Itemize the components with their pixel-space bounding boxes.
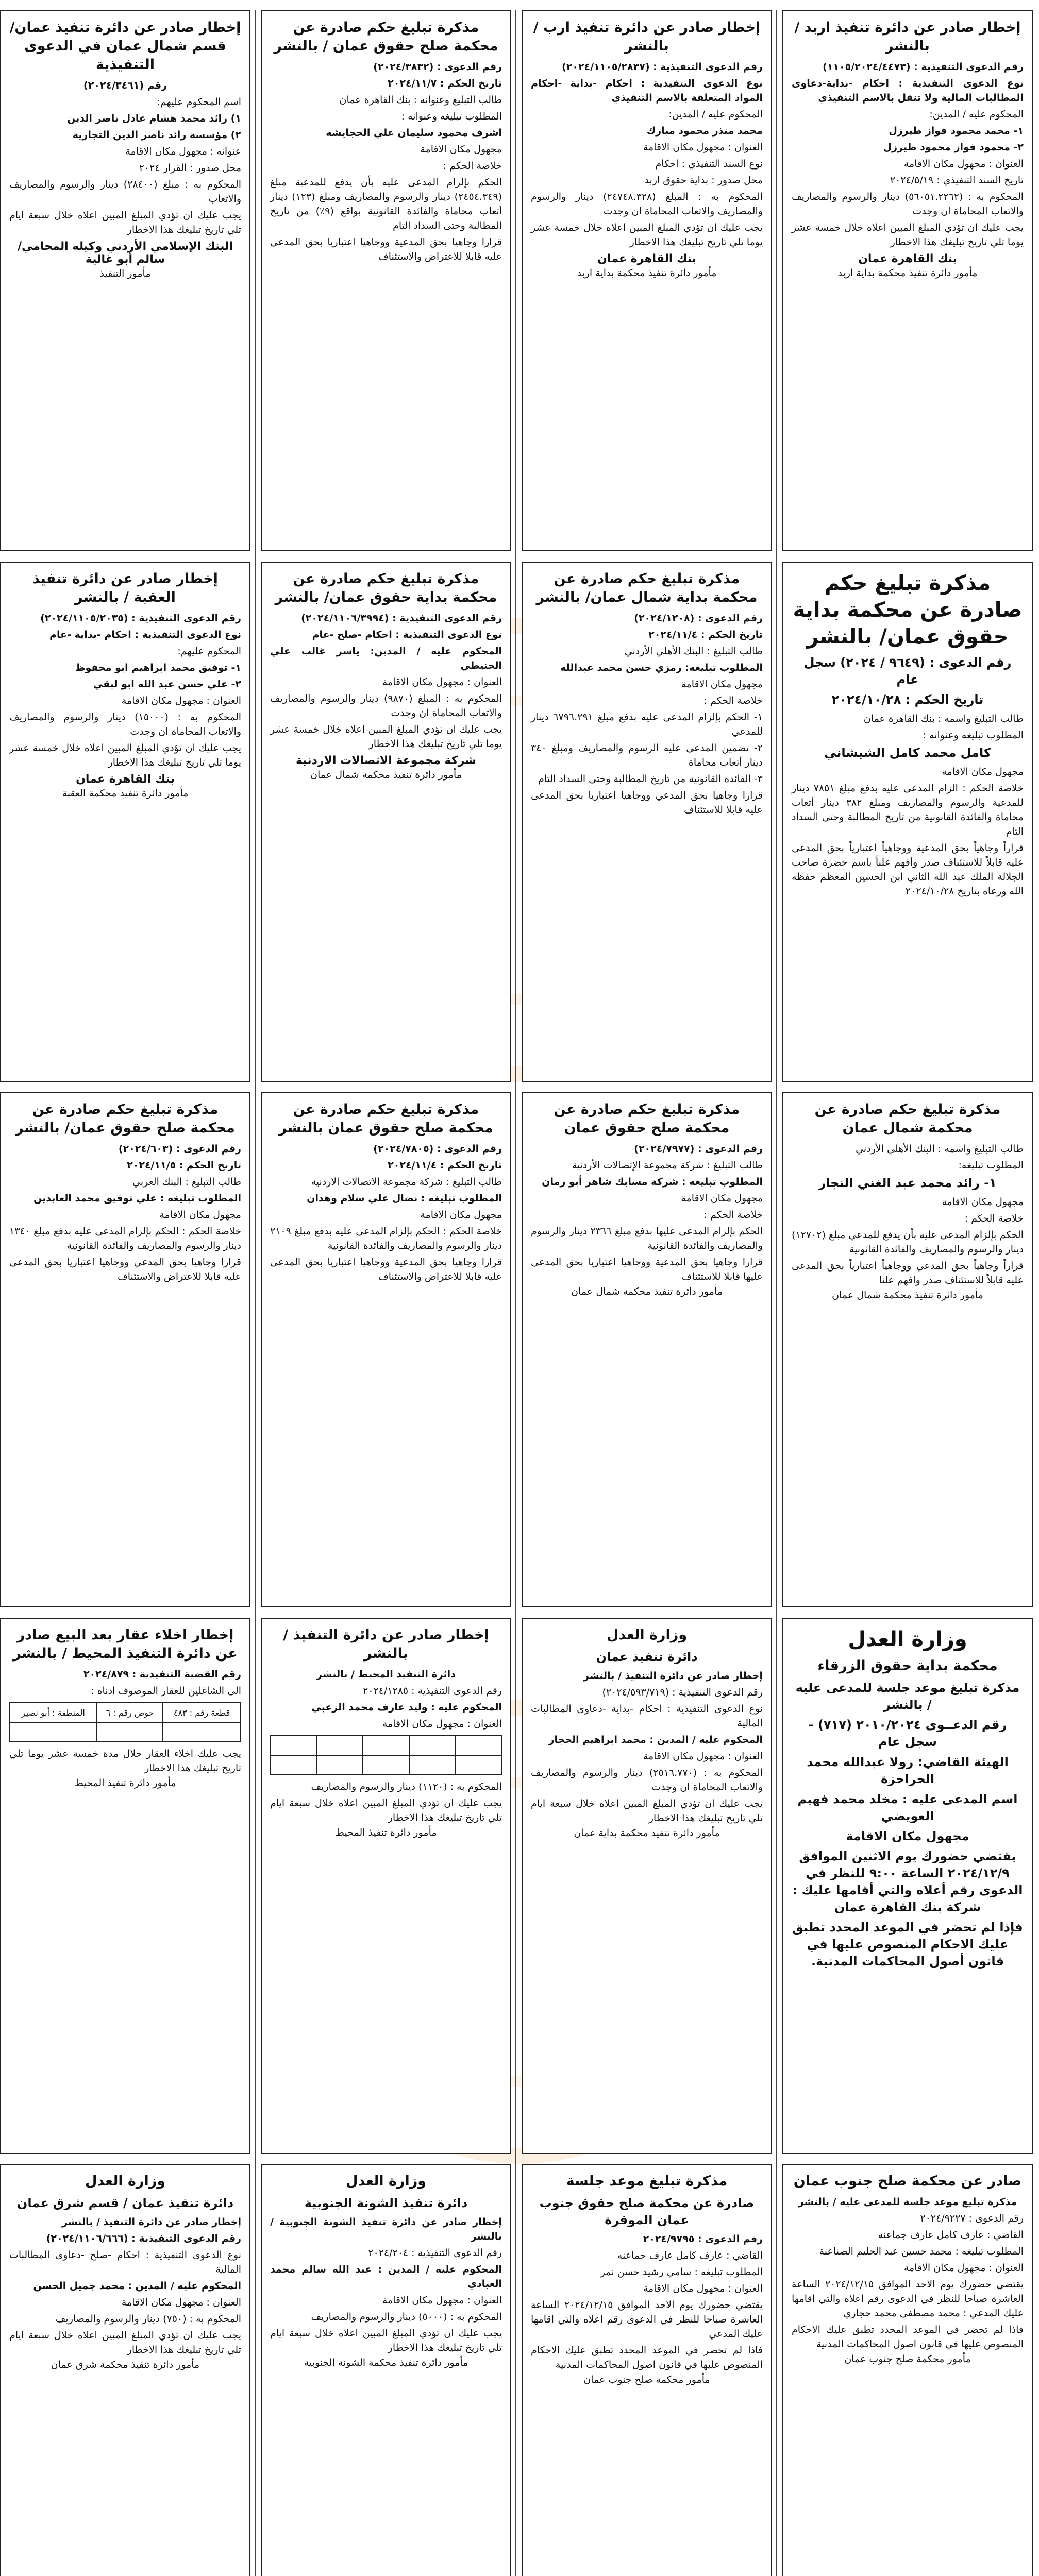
notice-line: المطلوب تبليغه وعنوانه : [923, 730, 1024, 741]
notice-line: إخطار صادر عن دائرة التنفيذ / بالنشر [62, 2216, 241, 2228]
notice-line: رقم الدعوى التنفيذية : (٢٠٢٤/١١٠٦/٦٦٦) [46, 2233, 241, 2244]
notice-line: مجهول مكان الاقامة [942, 1196, 1024, 1208]
notice-footer: مأمور دائرة تنفيذ المحيط [335, 1827, 437, 1838]
notice-subtitle: دائرة تنفيذ عمان / قسم شرق عمان [16, 2196, 234, 2210]
notice-line: العنوان : مجهول مكان الاقامة [903, 158, 1024, 170]
notice-line: ١- رائد محمد عبد الغني النجار [818, 1176, 997, 1190]
notice-line: قرارا وجاهيا بحق المدعية ووجاهيا اعتباريا بحق المدعى عليه قابلا للاعتراض والاستئناف [270, 1257, 502, 1282]
property-table [270, 1735, 502, 1775]
notice-line: طالب التبليغ : البنك الأهلي الأردني [624, 646, 763, 657]
notice-line: المحكوم عليه / المدين : محمد جميل الحسن [33, 2280, 241, 2292]
notice-line: محمد منذر محمود مبارك [646, 125, 763, 137]
notice [782, 1092, 1033, 1607]
notice-line: الحكم بإلزام المدعى عليها بدفع مبلغ ٢٣٦٦ دينار والرسوم والمصاريف والفائدة القانونية [531, 1226, 763, 1251]
notice-title: مذكرة تبليغ موعد جلسة [566, 2173, 728, 2189]
notice-subtitle: دائرة تنفيذ عمان [596, 1650, 698, 1664]
notice-line: المحكوم به : مبلغ (٢٨٤٠٠) دينار والرسوم والمصاريف والاتعاب [9, 179, 241, 205]
notice-line: رقم الدعوى : ٢٠٢٤/٩٢٢٧ [920, 2213, 1024, 2224]
creditor-name: شركة مجموعة الاتصالات الاردنية [296, 754, 476, 767]
notice-line: رقم الدعوى : (٢٠٢٤/٧٩٧٧) [634, 1143, 763, 1155]
notice-line: المحكوم به : المبلغ (٢٤٧٤٨.٣٢٨) دينار والرسوم والمصاريف والاتعاب المحاماة ان وجدت [531, 191, 763, 217]
notice [522, 1618, 772, 2154]
notice-line: مذكرة تبليغ موعد جلسة للمدعى عليه / بالنشر [798, 2196, 1017, 2208]
notice [261, 1618, 511, 2154]
notice-line: خلاصة الحكم : [703, 695, 763, 706]
notice-line: رقم الدعــوى ٢٠١٠/٢٠٢٤ (٧١٧) - سجل عام [808, 1718, 1007, 1749]
notice-line: خلاصة الحكم : الحكم بإلزام المدعى عليه بدفع مبلغ ٢١٠٩ دينار والرسوم والمصاريف والفائدة القانونية [270, 1226, 502, 1251]
notice-line: مجهول مكان الاقامة [159, 1209, 241, 1221]
notice-line: مذكرة تبليغ موعد جلسة للمدعى عليه / بالنشر [795, 1681, 1020, 1712]
notice-line: كامل محمد كامل الشيشاني [824, 745, 991, 760]
notice-line: رقم الدعوى التنفيذية : ٢٠٢٤/١٢٨٥ [363, 1685, 502, 1697]
notice-line: مجهول مكان الاقامة [420, 1209, 502, 1221]
notice-line: ٢- تضمين المدعى عليه الرسوم والمصاريف ومبلغ ٣٤٠ دينار أتعاب محاماة [531, 742, 763, 768]
notice [0, 1618, 250, 2154]
notice-footer: مأمور دائرة تنفيذ محكمة الشونة الجنوبية [304, 2357, 468, 2368]
creditor-name: البنك الإسلامي الأردني وكيله المحامي/ سالم أبو غالية [18, 240, 233, 266]
column-3 [261, 10, 511, 2576]
notice-footer: مأمور دائرة تنفيذ محكمة شمال عمان [310, 769, 462, 781]
notice-line: قرارا وجاهيا بحق المدعي ووجاهيا اعتباريا بحق المدعى عليه قابلا للاستئناف [531, 790, 763, 816]
notice-line: قرارا وجاهيا بحق المدعية ووجاهيا اعتباريا بحق المدعى عليها قابلا للاستئناف [531, 1257, 763, 1282]
notice-line: مجهول مكان الاقامة [942, 766, 1024, 777]
column-divider [255, 10, 256, 2576]
notice-line: العنوان : مجهول مكان الاقامة [121, 695, 241, 706]
table-cell: قطعة رقم : ٤٨٣ [163, 1703, 241, 1722]
notice-footer: مأمور محكمة صلح جنوب عمان [583, 2374, 710, 2385]
notice-line: المحكوم عليه / المدين: ياسر غالب علي الحنيطي [270, 646, 502, 671]
notice-line: مجهول مكان الاقامة [681, 1193, 763, 1204]
notice-line: خلاصة الحكم : [964, 1213, 1024, 1224]
notice-line: ١- توفيق محمد ابراهيم ابو محفوظ [75, 662, 241, 673]
notice-line: العنوان : مجهول مكان الاقامة [643, 142, 763, 153]
notice-line: خلاصة الحكم : [443, 160, 502, 172]
notice-line: رقم الدعوى التنفيذية : (٢٠٢٤/١١٠٥/٢٨٣٧) [562, 61, 763, 73]
notice-line: اسم المحكوم عليهم: [157, 96, 241, 108]
notice-line: رقم الدعوى : ٢٠٢٤/٩٧٩٥ [643, 2233, 763, 2245]
notice-line: نوع الدعوى التنفيذية : احكام -بداية -احكام المواد المتعلقة بالاسم التنفيذي [531, 78, 763, 104]
notice-line: الحكم بإلزام المدعى عليه بأن يدفع للمدعي مبلغ (١٢٧٠٢) دينار والرسوم والمصاريف والفائدة القانونية [792, 1229, 1024, 1255]
notice [782, 10, 1033, 551]
notice-title: إخطار صادر عن دائرة تنفيذ اربد / بالنشر [794, 20, 1021, 54]
notice-line: رقم الدعوى التنفيذية : ٢٠٢٤/٢٠٤ [368, 2247, 502, 2259]
notice-line: رقم الدعوى : (٢٠٢٤/٣٨٣٢) [373, 61, 502, 73]
notice-line: تاريخ السند التنفيذي : ٢٠٢٤/٥/١٩ [890, 175, 1024, 186]
notice [0, 2164, 250, 2576]
notice-title: إخطار اخلاء عقار بعد البيع صادر عن دائرة التنفيذ المحيط / بالنشر [13, 1627, 238, 1662]
notice-line: نوع الدعوى التنفيذية : احكام -بداية-دعاوى المطالبات المالية ولا تنقل بالاسم التنفيذي [792, 78, 1024, 104]
notice-line: رقم الدعوى : (٢٠٢٤/٦٠٣) [118, 1143, 241, 1155]
notice-line: تاريخ الحكم : ٢٠٢٤/١١/٧ [388, 78, 502, 89]
notice-subtitle: صادرة عن محكمة صلح حقوق جنوب عمان الموقرة [539, 2196, 755, 2227]
notice-line: طالب التبليغ واسمه : البنك الأهلي الأردني [856, 1143, 1024, 1155]
property-table [9, 1702, 241, 1742]
notice [261, 10, 511, 551]
notice-line: العنوان : مجهول مكان الاقامة [382, 676, 502, 688]
notice-line: يجب عليك ان تؤدي المبلغ المبين اعلاه خلال خمسة عشر يوما تلي تاريخ تبليغك هذا الاخطار [531, 222, 763, 248]
notice-line: فاذا لم تحضر في الموعد المحدد تطبق عليك الاحكام المنصوص عليها في قانون اصول المحاكمات المدنية [531, 2345, 763, 2370]
notice-line: الحكم بإلزام المدعى عليه بأن يدفع للمدعية مبلغ (٢٤٥٤.٣٤٩) دينار والرسوم والمصاريف ومبلغ (١٢٣) دينار أتعاب محاماة والفائدة القانونية بواقع (٩٪) من تاريخ المطالبة وحتى السداد التام [270, 177, 502, 231]
notice-line: العنوان : مجهول مكان الاقامة [382, 1718, 502, 1730]
notice-line: المحكوم عليه / المدين: [929, 109, 1024, 120]
notice-line: مجهول مكان الاقامة [420, 144, 502, 155]
creditor-name: بنك القاهرة عمان [76, 773, 175, 786]
notice-line: تاريخ الحكم : ٢٠٢٤/١١/٤ [388, 1160, 502, 1171]
notice-line: الى الشاغلين للعقار الموصوف ادناه : [91, 1685, 241, 1697]
notice-line: المحكوم عليه / المدين: [668, 109, 763, 120]
notice-line: مجهول مكان الاقامة [681, 679, 763, 690]
notice-title: مذكرة تبليغ حكم صادرة عن محكمة صلح حقوق عمان/ بالنشر [15, 1101, 235, 1136]
notice-footer: مأمور محكمة صلح جنوب عمان [844, 2353, 971, 2365]
notice-line: يقتضي حضورك يوم الاحد الموافق ٢٠٢٤/١٢/١٥ الساعة العاشرة صباحا للنظر في الدعوى رقم اعلاه والتي اقامها عليك المدعي : محمد مصطفى محمد حجازي [792, 2279, 1024, 2319]
notice-line: رقم الدعوى : (٩٦٤٩ / ٢٠٢٤) سجل عام [803, 655, 1012, 687]
notice-footer: مأمور دائرة تنفيذ محكمة شرق عمان [51, 2359, 200, 2370]
column-divider [776, 10, 777, 2576]
notice-footer: مأمور دائرة تنفيذ محكمة بداية عمان [574, 1827, 720, 1839]
notice-line: المحكوم به : (١١٢٠) دينار والرسوم والمصاريف [311, 1781, 502, 1792]
notice-subtitle: دائرة تنفيذ الشونة الجنوبية [304, 2196, 468, 2210]
notice [0, 10, 250, 551]
notice-footer: مأمور دائرة تنفيذ محكمة بداية اربد [837, 267, 978, 279]
notice-line: إخطار صادر عن دائرة تنفيذ الشونة الجنوبية / بالنشر [270, 2216, 502, 2242]
notice-line: رقم الدعوى التنفيذية : (٢٠٢٤/١١٠٥/٢٠٣٥) [40, 613, 241, 624]
notice-line: القاضي : عارف كامل عارف جماعنه [617, 2250, 763, 2261]
notice-line: ١) رائد محمد هشام عادل ناصر الدين [67, 113, 241, 124]
notice-line: المحكوم به : (١٥٠٠٠) دينار والرسوم والمصاريف والاتعاب المحاماة ان وجدت [9, 711, 242, 737]
notice-line: تاريخ الحكم : ٢٠٢٤/١٠/٢٨ [831, 692, 984, 707]
notice [522, 2164, 772, 2576]
notice-line: المحكوم عليهم: [177, 646, 241, 657]
notice-line: المحكوم عليه / المدين : محمد ابراهيم الحجار [548, 1734, 763, 1745]
notice-line: عنوانه : مجهول مكان الاقامة [125, 146, 241, 157]
notice [522, 10, 772, 551]
notice-line: العنوان : مجهول مكان الاقامة [643, 1751, 763, 1762]
notice-line: تاريخ الحكم : ٢٠٢٤/١١/٥ [127, 1160, 241, 1171]
notice [522, 1092, 772, 1607]
notice-line: رقم القضية التنفيذية : ٢٠٢٤/٨٧٩ [83, 1669, 241, 1680]
notice-title: وزارة العدل [606, 1627, 688, 1643]
notice-footer: مأمور دائرة تنفيذ محكمة بداية اربد [577, 267, 717, 279]
column-1 [782, 10, 1033, 2576]
notice-title: وزارة العدل [848, 1628, 967, 1651]
notice-footer: مأمور دائرة تنفيذ محكمة العقبة [62, 788, 189, 799]
notice-title: مذكرة تبليغ حكم صادرة عن محكمة بداية حقوق عمان/ بالنشر [275, 571, 497, 605]
notice-line: المطلوب تبليغه: رمزي حسن محمد عبدالله [560, 662, 763, 673]
notice-line: المطلوب تبليغه : علي توفيق محمد العابدين [33, 1193, 241, 1204]
notice-line: المطلوب تبليغه: [958, 1160, 1024, 1171]
notice-line: يجب عليك ان تؤدي المبلغ المبين اعلاه خلال خمسة عشر يوما تلي تاريخ تبليغك هذا الاخطار [9, 742, 241, 768]
notice-line: يقتضي حضورك يوم الاحد الموافق ٢٠٢٤/١٢/١٥ الساعة العاشرة صباحا للنظر في الدعوى رقم اعلاه والتي اقامها عليك المدعي [531, 2299, 763, 2340]
column-divider [515, 10, 516, 2576]
creditor-name: بنك القاهرة عمان [858, 252, 957, 265]
notice-title: مذكرة تبليغ حكم صادرة عن محكمة صلح حقوق عمان / بالنشر [274, 20, 498, 54]
creditor-name: بنك القاهرة عمان [597, 252, 696, 265]
notice-line: خلاصة الحكم : الحكم بإلزام المدعى عليه بدفع مبلغ ١٣٤٠ دينار والرسوم والمصاريف والفائدة القانونية [9, 1226, 241, 1251]
column-2 [522, 10, 772, 2576]
notice-title: مذكرة تبليغ حكم صادرة عن محكمة بداية حقوق عمان/ بالنشر [793, 571, 1023, 649]
notice-title: صادر عن محكمة صلح جنوب عمان [793, 2173, 1022, 2189]
notice-line: القاضي : عارف كامل عارف جماعنه [878, 2229, 1024, 2241]
notice-line: رقم الدعوى : (٢٠٢٤/١٢٠٨) [634, 613, 763, 624]
notice-line: نوع الدعوى التنفيذية : احكام -بداية -عام [49, 629, 241, 640]
notice-title: وزارة العدل [85, 2173, 166, 2189]
notice-footer: مأمور دائرة تنفيذ محكمة شمال عمان [571, 1286, 723, 1297]
notice [782, 562, 1033, 1082]
notice-line: ١- الحكم بإلزام المدعى عليه بدفع مبلغ ٦٧٩٦.٢٩١ دينار للمدعي [531, 711, 763, 737]
notice-title: إخطار صادر عن دائرة تنفيذ ارب / بالنشر [533, 20, 761, 54]
notice-line: نوع الدعوى التنفيذية : احكام -صلح -عام [312, 629, 502, 640]
notice-line: يجب عليك ان تؤدي المبلغ المبين اعلاه خلال سبعة ايام تلي تاريخ تبليغك هذا الاخطار [9, 2330, 241, 2355]
notice-title: مذكرة تبليغ حكم صادرة عن محكمة بداية شمال عمان/ بالنشر [536, 571, 758, 605]
notice-line: اشرف محمود سليمان علي الحجايشه [326, 127, 502, 139]
notice-line: المحكوم عليه : وليد عارف محمد الزعبي [311, 1702, 502, 1713]
notice-line: ٢- علي حسن عبد الله ابو لبقي [93, 679, 241, 690]
notice-line: دائرة التنفيذ المحيط / بالنشر [316, 1669, 456, 1680]
notice-line: قرارا وجاهيا بحق المدعية ووجاهيا اعتباريا بحق المدعى عليه قابلا للاعتراض والاستئناف [270, 236, 502, 262]
notice-line: المطلوب تبليغه : نضال علي سلام وهدان [307, 1193, 502, 1204]
notice-line: قراراً وجاهياً بحق المدعي ووجاهياً اعتبارياً بحق المدعى عليه قابلاً للاستئناف صدر وافهم علنا [792, 1260, 1024, 1286]
notice-line: يجب عليك ان تؤدي المبلغ المبين اعلاه خلال سبعة ايام تلي تاريخ تبليغك هذا الاخطار [270, 1798, 502, 1823]
notice-line: خلاصة الحكم : [703, 1209, 763, 1221]
notice [0, 1092, 250, 1607]
notice [261, 1092, 511, 1607]
notice-line: المطلوب تبليغه : شركة مسابك شاهر أبو رمان [542, 1176, 763, 1188]
notice-line: طالب التبليغ : البنك العربي [132, 1176, 241, 1188]
notice-line: رقم الدعوى التنفيذية : (٢٠٢٤/١١٠٦/٣٩٩٤) [301, 613, 502, 624]
notice-line: ٢) مؤسسة رائد ناصر الدين التجارية [72, 129, 241, 141]
notice-footer: مأمور دائرة تنفيذ محكمة شمال عمان [832, 1290, 983, 1301]
notice-line: رقم الدعوى : (٢٠٢٤/٧٨٠٥) [373, 1143, 502, 1155]
notice-line: العنوان : مجهول مكان الاقامة [382, 2295, 502, 2306]
notice-footer: مأمور التنفيذ [99, 268, 151, 279]
notice-footer: مأمور دائرة تنفيذ المحيط [74, 1777, 176, 1789]
notice-subtitle: محكمة بداية حقوق الزرقاء [817, 1658, 998, 1674]
notice-line: فاذا لم تحضر في الموعد المحدد تطبق عليك الاحكام المنصوص عليها في قانون اصول المحاكمات المدنية [792, 2324, 1024, 2350]
notice-line: يجب عليك ان تؤدي المبلغ المبين اعلاه خلال سبعة ايام تلي تاريخ تبليغك هذا الاخطار [531, 1798, 763, 1824]
notice-line: المحكوم به : (٥٦٠٥١.٢٢٦٢) دينار والرسوم والمصاريف والاتعاب المحاماة ان وجدت [792, 191, 1024, 217]
notice-line: يقتضي حضورك يوم الاثنين الموافق ٢٠٢٤/١٢/٩ الساعة ٩:٠٠ للنظر في الدعوى رقم أعلاه والتي أقامها عليك : شركة بنك القاهرة عمان [792, 1849, 1023, 1914]
notice [782, 1618, 1033, 2154]
notice-line: يجب عليك ان تؤدي المبلغ المبين اعلاه خلال خمسة عشر يوما تلي تاريخ تبليغك هذا الاخطار [270, 724, 502, 750]
notice-line: العنوان : مجهول مكان الاقامة [903, 2262, 1024, 2274]
notice-line: المحكوم عليه / المدين : عبد الله سالم محمد العبادي [270, 2264, 502, 2290]
notice-line: نوع السند التنفيذي : احكام [655, 158, 763, 170]
notice-line: يجب عليك ان تؤدي المبلغ المبين اعلاه خلال سبعة ايام تلي تاريخ تبليغك هذا الاخطار [270, 2328, 502, 2353]
notice-line: المطلوب تبليغه : محمد حسين عبد الحليم الصناعنة [819, 2246, 1024, 2257]
notice-line: محل صدور : بداية حقوق اربد [644, 175, 763, 186]
notice-title: إخطار صادر عن دائرة تنفيذ عمان/ قسم شمال عمان في الدعوى التنفيذية [9, 20, 241, 73]
notice-title: إخطار صادر عن دائرة التنفيذ / بالنشر [283, 1627, 489, 1662]
notice-line: خلاصة الحكم : الزام المدعى عليه بدفع مبلغ ٧٨٥١ دينار للمدعية والرسوم والمصاريف ومبلغ ٣٨٢ دينار أتعاب محاماة والفائدة القانونية من تاريخ المطالبة وحتى السداد التام [792, 783, 1024, 837]
notice-line: قرارا وجاهيا بحق المدعي ووجاهيا اعتباريا بحق المدعى عليه قابلا للاعتراض والاستئناف [9, 1257, 241, 1282]
notice-line: نوع الدعوى التنفيذية : احكام -صلح -دعاوى المطالبات المالية [9, 2249, 241, 2275]
notice-line: المحكوم به : (٢٥١٦.٧٧٠) دينار والرسوم والمصاريف والاتعاب المحاماة ان وجدت [531, 1767, 763, 1793]
notice-line: ١- محمد محمود فواز طيرزل [889, 125, 1024, 137]
notice-line: طالب التبليغ وعنوانه : بنك القاهرة عمان [339, 94, 502, 106]
notice-line: رقم (٢٠٢٤/٣٤٦١) [83, 80, 167, 91]
notice-line: طالب التبليغ : شركة مجموعة الاتصالات الاردنية [311, 1176, 502, 1188]
notice-line: المحكوم به : (٧٥٠) دينار والرسوم والمصاريف [55, 2313, 241, 2325]
column-4 [0, 10, 250, 2576]
notice-line: يجب عليك اخلاء العقار خلال مدة خمسة عشر يوما تلي تاريخ تبليغك هذا الاخطار [9, 1748, 241, 1774]
notice-title: مذكرة تبليغ حكم صادرة عن محكمة صلح حقوق عمان بالنشر [279, 1101, 493, 1136]
notice-line: مجهول مكان الاقامة [846, 1829, 969, 1843]
notice [261, 562, 511, 1082]
notice-line: رقم الدعوى التنفيذية : (٢٠٢٤/٥٩٣/٧١٩) [602, 1687, 763, 1698]
notice-line: قراراً وجاهياً بحق المدعية ووجاهياً اعتبارياً بحق المدعى عليه قابلاً للاستئناف صدر وأفهم علناً باسم حضرة صاحب الجلالة الملك عبد الله الثاني ابن الحسين المعظم حفظه الله ورعاه بتاريخ ٢٠٢٤/١٠/٢٨ [792, 842, 1024, 897]
notice [0, 562, 250, 1082]
notice-line: يجب عليك ان تؤدي المبلغ المبين اعلاه خلال سبعة ايام تلي تاريخ تبليغك هذا الاخطار [9, 210, 241, 235]
notice-line: اسم المدعى عليه : مخلد محمد فهيم العويضي [797, 1792, 1018, 1823]
notice-title: مذكرة تبليغ حكم صادرة عن محكمة شمال عمان [814, 1101, 1001, 1136]
notice-line: فإذا لم تحضر في الموعد المحدد تطبق عليك الاحكام المنصوص عليها في قانون أصول المحاكمات المدنية. [792, 1920, 1023, 1969]
table-cell: المنطقة : أبو نصير [10, 1703, 97, 1722]
notice-line: العنوان : مجهول مكان الاقامة [643, 2283, 763, 2294]
notice-line: تاريخ الحكم : ٢٠٢٤/١١/٤ [648, 629, 763, 640]
notice-line: نوع الدعوى التنفيذية : احكام -بداية -دعاوى المطالبات المالية [531, 1703, 763, 1729]
notice [261, 2164, 511, 2576]
notice-line: ٣- الفائدة القانونية من تاريخ المطالبة وحتى السداد التام [538, 773, 763, 785]
notice [782, 2164, 1033, 2576]
notice-line: المطلوب تبليغه وعنوانه : [401, 111, 502, 122]
notice-line: العنوان : مجهول مكان الاقامة [121, 2297, 241, 2308]
notice-line: المحكوم به : المبلغ (٩٨٧٠) دينار والرسوم والمصاريف والاتعاب المحاماة ان وجدت [270, 693, 502, 719]
notice-line: إخطار صادر عن دائرة التنفيذ / بالنشر [583, 1670, 763, 1682]
notice-line: طالب التبليغ واسمه : بنك القاهرة عمان [863, 713, 1024, 724]
notice-line: ٢- محمود فواز محمود طيرزل [883, 142, 1024, 153]
notice-line: المحكوم به : (٥٠٠٠) دينار والرسوم والمصاريف [311, 2311, 502, 2323]
notice-title: مذكرة تبليغ حكم صادرة عن محكمة صلح حقوق عمان [554, 1101, 740, 1136]
notice [522, 562, 772, 1082]
notice-title: إخطار صادر عن دائرة تنفيذ العقبة / بالنشر [32, 571, 218, 605]
notice-title: وزارة العدل [345, 2173, 427, 2189]
notice-line: محل صدور : القرار ٢٠٢٤ [139, 162, 241, 174]
notice-line: الهيئة القاضي: رولا عبدالله محمد الحراحزة [807, 1755, 1009, 1786]
notice-line: طالب التبليغ : شركة مجموعة الإتصالات الأردنية [572, 1160, 763, 1171]
table-cell: حوض رقم : ٦ [97, 1703, 163, 1722]
notice-line: رقم الدعوى التنفيذية : (١١٠٥/٢٠٢٤/٤٤٧٣) [823, 61, 1024, 73]
notice-line: المطلوب تبليغه : سامي رشيد حسن نمر [600, 2266, 763, 2278]
notice-line: يجب عليك ان تؤدي المبلغ المبين اعلاه خلال خمسة عشر يوما تلي تاريخ تبليغك هذا الاخطار [792, 222, 1024, 248]
